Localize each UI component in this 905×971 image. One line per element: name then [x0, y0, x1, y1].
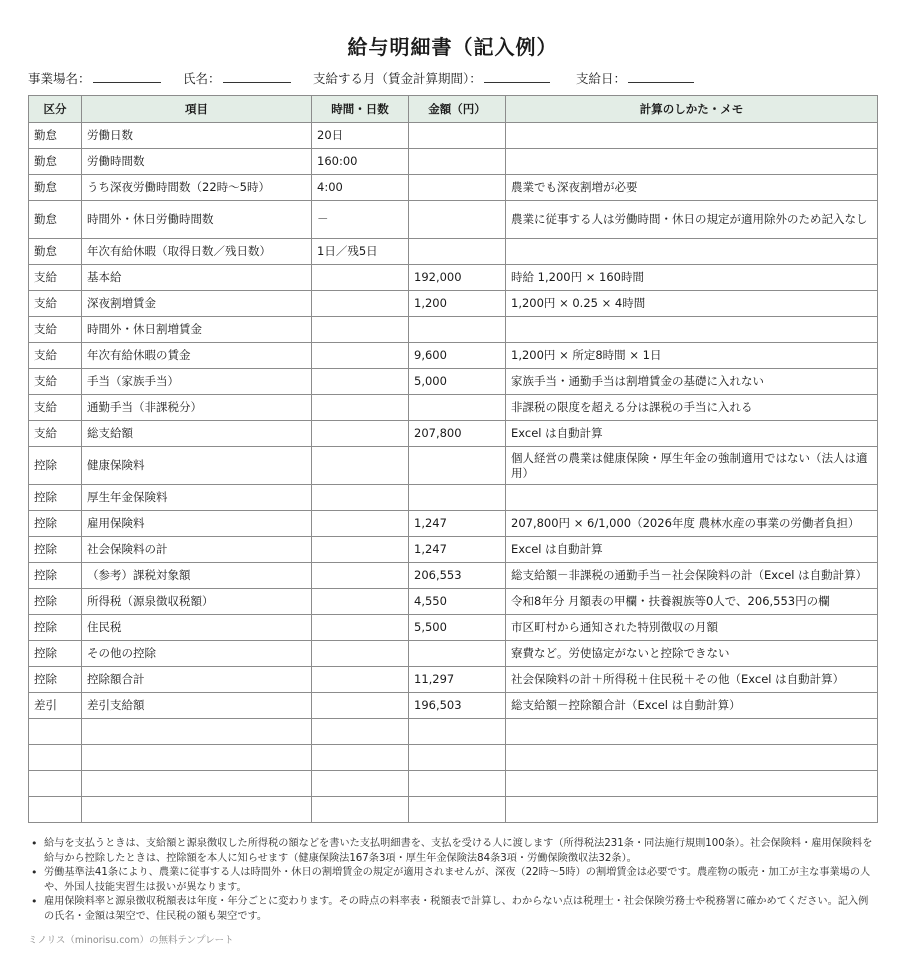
cell-item[interactable]: （参考）課税対象額 [82, 563, 312, 589]
cell-category[interactable]: 控除 [29, 447, 82, 485]
table-row [29, 395, 878, 421]
cell-amount[interactable] [409, 239, 506, 265]
cell-item[interactable]: 時間外・休日割増賃金 [82, 317, 312, 343]
cell-amount[interactable]: 1,247 [409, 537, 506, 563]
cell-category[interactable]: 支給 [29, 369, 82, 395]
cell-category[interactable]: 控除 [29, 615, 82, 641]
cell-memo[interactable] [506, 719, 878, 745]
table-row-blank [29, 771, 878, 797]
cell-item[interactable]: 健康保険料 [82, 447, 312, 485]
table-row [29, 563, 878, 589]
cell-amount[interactable]: 206,553 [409, 563, 506, 589]
notes-section [28, 837, 878, 925]
cell-hours[interactable] [312, 421, 409, 447]
cell-category[interactable] [29, 745, 82, 771]
cell-memo[interactable] [506, 317, 878, 343]
cell-category[interactable] [29, 771, 82, 797]
cell-memo[interactable] [506, 123, 878, 149]
cell-amount[interactable]: 1,247 [409, 511, 506, 537]
table-row [29, 317, 878, 343]
cell-memo[interactable] [506, 797, 878, 823]
cell-hours[interactable] [312, 615, 409, 641]
cell-item[interactable]: 労働時間数 [82, 149, 312, 175]
cell-hours[interactable]: 4:00 [312, 175, 409, 201]
cell-hours[interactable] [312, 265, 409, 291]
cell-item[interactable]: 総支給額 [82, 421, 312, 447]
table-row [29, 421, 878, 447]
header-item: 項目 [82, 96, 312, 123]
cell-amount[interactable]: 5,500 [409, 615, 506, 641]
cell-item[interactable]: うち深夜労働時間数（22時〜5時） [82, 175, 312, 201]
table-row [29, 485, 878, 511]
cell-item[interactable]: 基本給 [82, 265, 312, 291]
cell-item[interactable]: 雇用保険料 [82, 511, 312, 537]
cell-hours[interactable] [312, 369, 409, 395]
cell-item[interactable]: その他の控除 [82, 641, 312, 667]
table-row [29, 511, 878, 537]
cell-hours[interactable]: 20日 [312, 123, 409, 149]
cell-category[interactable]: 勤怠 [29, 239, 82, 265]
cell-memo[interactable] [506, 149, 878, 175]
cell-hours[interactable] [312, 317, 409, 343]
table-header-row [29, 96, 878, 123]
cell-category[interactable]: 控除 [29, 511, 82, 537]
cell-category[interactable]: 控除 [29, 589, 82, 615]
cell-item[interactable]: 差引支給額 [82, 693, 312, 719]
table-row [29, 343, 878, 369]
table-row-blank [29, 745, 878, 771]
cell-amount[interactable] [409, 771, 506, 797]
header-category: 区分 [29, 96, 82, 123]
cell-category[interactable]: 控除 [29, 641, 82, 667]
cell-amount[interactable]: 5,000 [409, 369, 506, 395]
payday-field[interactable] [576, 69, 694, 87]
page-title: 給与明細書（記入例） [347, 35, 558, 59]
table-row [29, 589, 878, 615]
cell-category[interactable]: 差引 [29, 693, 82, 719]
table-row [29, 537, 878, 563]
cell-category[interactable]: 控除 [29, 563, 82, 589]
payday-blank[interactable] [628, 70, 694, 83]
cell-memo[interactable]: 時給 1,200円 × 160時間 [506, 265, 878, 291]
period-blank[interactable] [484, 70, 550, 83]
table-row [29, 123, 878, 149]
cell-category[interactable]: 支給 [29, 395, 82, 421]
cell-item[interactable]: 所得税（源泉徴収税額） [82, 589, 312, 615]
table-row [29, 615, 878, 641]
cell-memo[interactable]: 家族手当・通勤手当は割増賃金の基礎に入れない [506, 369, 878, 395]
cell-category[interactable]: 勤怠 [29, 149, 82, 175]
cell-item[interactable]: 手当（家族手当） [82, 369, 312, 395]
cell-memo[interactable]: 寮費など。労使協定がないと控除できない [506, 641, 878, 667]
cell-amount[interactable] [409, 395, 506, 421]
cell-item[interactable]: 深夜割増賃金 [82, 291, 312, 317]
cell-category[interactable]: 勤怠 [29, 175, 82, 201]
cell-memo[interactable]: 1,200円 × 所定8時間 × 1日 [506, 343, 878, 369]
cell-hours[interactable] [312, 771, 409, 797]
note-item: • 労働基準法41条により、農業に従事する人は時間外・休日の割増賃金の規定が適用されませんが、深夜（22時〜5時）の割増賃金は必要です。農産物の販売・加工が主な事業場の人や、外国人技能実習生は扱いが異なります。 [28, 866, 878, 895]
cell-category[interactable]: 支給 [29, 421, 82, 447]
cell-item[interactable]: 年次有給休暇（取得日数／残日数） [82, 239, 312, 265]
cell-memo[interactable]: 1,200円 × 0.25 × 4時間 [506, 291, 878, 317]
cell-memo[interactable]: 個人経営の農業は健康保険・厚生年金の強制適用ではない（法人は適用） [506, 447, 878, 485]
cell-amount[interactable] [409, 641, 506, 667]
table-row [29, 369, 878, 395]
cell-memo[interactable]: 令和8年分 月額表の甲欄・扶養親族等0人で、206,553円の欄 [506, 589, 878, 615]
cell-hours[interactable] [312, 447, 409, 485]
cell-hours[interactable] [312, 589, 409, 615]
cell-memo[interactable]: 市区町村から通知された特別徴収の月額 [506, 615, 878, 641]
cell-category[interactable]: 勤怠 [29, 123, 82, 149]
cell-category[interactable]: 支給 [29, 343, 82, 369]
table-row-blank [29, 719, 878, 745]
cell-memo[interactable] [506, 239, 878, 265]
table-row-blank [29, 797, 878, 823]
cell-item[interactable] [82, 719, 312, 745]
table-row [29, 447, 878, 485]
cell-hours[interactable] [312, 511, 409, 537]
cell-amount[interactable]: 207,800 [409, 421, 506, 447]
workplace-field[interactable] [28, 69, 161, 87]
cell-hours[interactable] [312, 693, 409, 719]
cell-hours[interactable] [312, 641, 409, 667]
cell-item[interactable]: 控除額合計 [82, 667, 312, 693]
cell-amount[interactable] [409, 201, 506, 239]
cell-memo[interactable] [506, 485, 878, 511]
table-row [29, 291, 878, 317]
header-amount: 金額（円） [409, 96, 506, 123]
cell-amount[interactable] [409, 447, 506, 485]
cell-hours[interactable] [312, 291, 409, 317]
cell-memo[interactable]: 総支給額－非課税の通勤手当－社会保険料の計（Excel は自動計算） [506, 563, 878, 589]
table-row [29, 175, 878, 201]
cell-category[interactable]: 控除 [29, 485, 82, 511]
cell-amount[interactable] [409, 745, 506, 771]
cell-item[interactable]: 厚生年金保険料 [82, 485, 312, 511]
cell-item[interactable] [82, 771, 312, 797]
cell-item[interactable]: 時間外・休日労働時間数 [82, 201, 312, 239]
cell-memo[interactable] [506, 745, 878, 771]
cell-item[interactable]: 通勤手当（非課税分） [82, 395, 312, 421]
cell-amount[interactable]: 11,297 [409, 667, 506, 693]
table-row [29, 641, 878, 667]
header-hours: 時間・日数 [312, 96, 409, 123]
cell-memo[interactable]: 総支給額－控除額合計（Excel は自動計算） [506, 693, 878, 719]
name-blank[interactable] [223, 70, 291, 83]
cell-hours[interactable] [312, 719, 409, 745]
cell-memo[interactable]: Excel は自動計算 [506, 421, 878, 447]
cell-category[interactable]: 控除 [29, 537, 82, 563]
cell-amount[interactable] [409, 797, 506, 823]
table-row [29, 265, 878, 291]
cell-hours[interactable] [312, 563, 409, 589]
cell-category[interactable]: 控除 [29, 667, 82, 693]
table-row [29, 201, 878, 239]
cell-item[interactable] [82, 745, 312, 771]
table-row [29, 239, 878, 265]
cell-item[interactable] [82, 797, 312, 823]
cell-amount[interactable] [409, 719, 506, 745]
cell-amount[interactable] [409, 485, 506, 511]
cell-hours[interactable] [312, 797, 409, 823]
cell-amount[interactable] [409, 149, 506, 175]
cell-memo[interactable]: Excel は自動計算 [506, 537, 878, 563]
workplace-label: 事業場名： [28, 71, 91, 86]
cell-category[interactable]: 支給 [29, 317, 82, 343]
table-row [29, 149, 878, 175]
cell-item[interactable]: 住民税 [82, 615, 312, 641]
cell-amount[interactable]: 4,550 [409, 589, 506, 615]
note-item: • 給与を支払うときは、支給額と源泉徴収した所得税の額などを書いた支払明細書を、支払を受ける人に渡します（所得税法231条・同法施行規則100条）。社会保険料・雇用保険料を給与から控除したときは、控除額を本人に知らせます（健康保険法167条3項・厚生年金保険法84条3項・労働保険徴収法32条）。 [28, 837, 878, 866]
cell-category[interactable]: 支給 [29, 265, 82, 291]
table-row [29, 667, 878, 693]
cell-item[interactable]: 労働日数 [82, 123, 312, 149]
cell-amount[interactable]: 1,200 [409, 291, 506, 317]
header-memo: 計算のしかた・メモ [506, 96, 878, 123]
cell-amount[interactable]: 196,503 [409, 693, 506, 719]
cell-hours[interactable]: 160:00 [312, 149, 409, 175]
cell-item[interactable]: 年次有給休暇の賃金 [82, 343, 312, 369]
cell-memo[interactable]: 社会保険料の計＋所得税＋住民税＋その他（Excel は自動計算） [506, 667, 878, 693]
cell-memo[interactable]: 207,800円 × 6/1,000（2026年度 農林水産の事業の労働者負担） [506, 511, 878, 537]
cell-hours[interactable] [312, 485, 409, 511]
footer-credit: ミノリス（minorisu.com）の無料テンプレート [28, 935, 234, 946]
cell-category[interactable]: 勤怠 [29, 201, 82, 239]
workplace-blank[interactable] [93, 70, 161, 83]
cell-hours[interactable] [312, 537, 409, 563]
cell-amount[interactable] [409, 123, 506, 149]
payslip-table [28, 95, 878, 823]
cell-memo[interactable]: 農業でも深夜割増が必要 [506, 175, 878, 201]
cell-memo[interactable]: 農業に従事する人は労働時間・休日の規定が適用除外のため記入なし [506, 201, 878, 239]
cell-memo[interactable]: 非課税の限度を超える分は課税の手当に入れる [506, 395, 878, 421]
cell-hours[interactable] [312, 395, 409, 421]
name-field[interactable] [183, 69, 291, 87]
period-field[interactable] [313, 69, 550, 87]
cell-hours[interactable]: 1日／残5日 [312, 239, 409, 265]
meta-line [28, 69, 888, 87]
name-label: 氏名： [183, 71, 221, 86]
period-label: 支給する月（賃金計算期間）： [313, 71, 482, 86]
cell-category[interactable]: 支給 [29, 291, 82, 317]
cell-amount[interactable]: 192,000 [409, 265, 506, 291]
cell-amount[interactable] [409, 175, 506, 201]
note-item: • 雇用保険料率と源泉徴収税額表は年度・年分ごとに変わります。その時点の料率表・税額表で計算し、わからない点は税理士・社会保険労務士や税務署に確かめてください。記入例の氏名・金額は架空で、住民税の額も架空です。 [28, 895, 878, 924]
payday-label: 支給日： [576, 71, 627, 86]
cell-amount[interactable]: 9,600 [409, 343, 506, 369]
cell-hours[interactable]: － [312, 201, 409, 239]
cell-hours[interactable] [312, 667, 409, 693]
cell-category[interactable] [29, 797, 82, 823]
cell-item[interactable]: 社会保険料の計 [82, 537, 312, 563]
cell-memo[interactable] [506, 771, 878, 797]
table-row [29, 693, 878, 719]
cell-category[interactable] [29, 719, 82, 745]
cell-hours[interactable] [312, 343, 409, 369]
cell-hours[interactable] [312, 745, 409, 771]
cell-amount[interactable] [409, 317, 506, 343]
